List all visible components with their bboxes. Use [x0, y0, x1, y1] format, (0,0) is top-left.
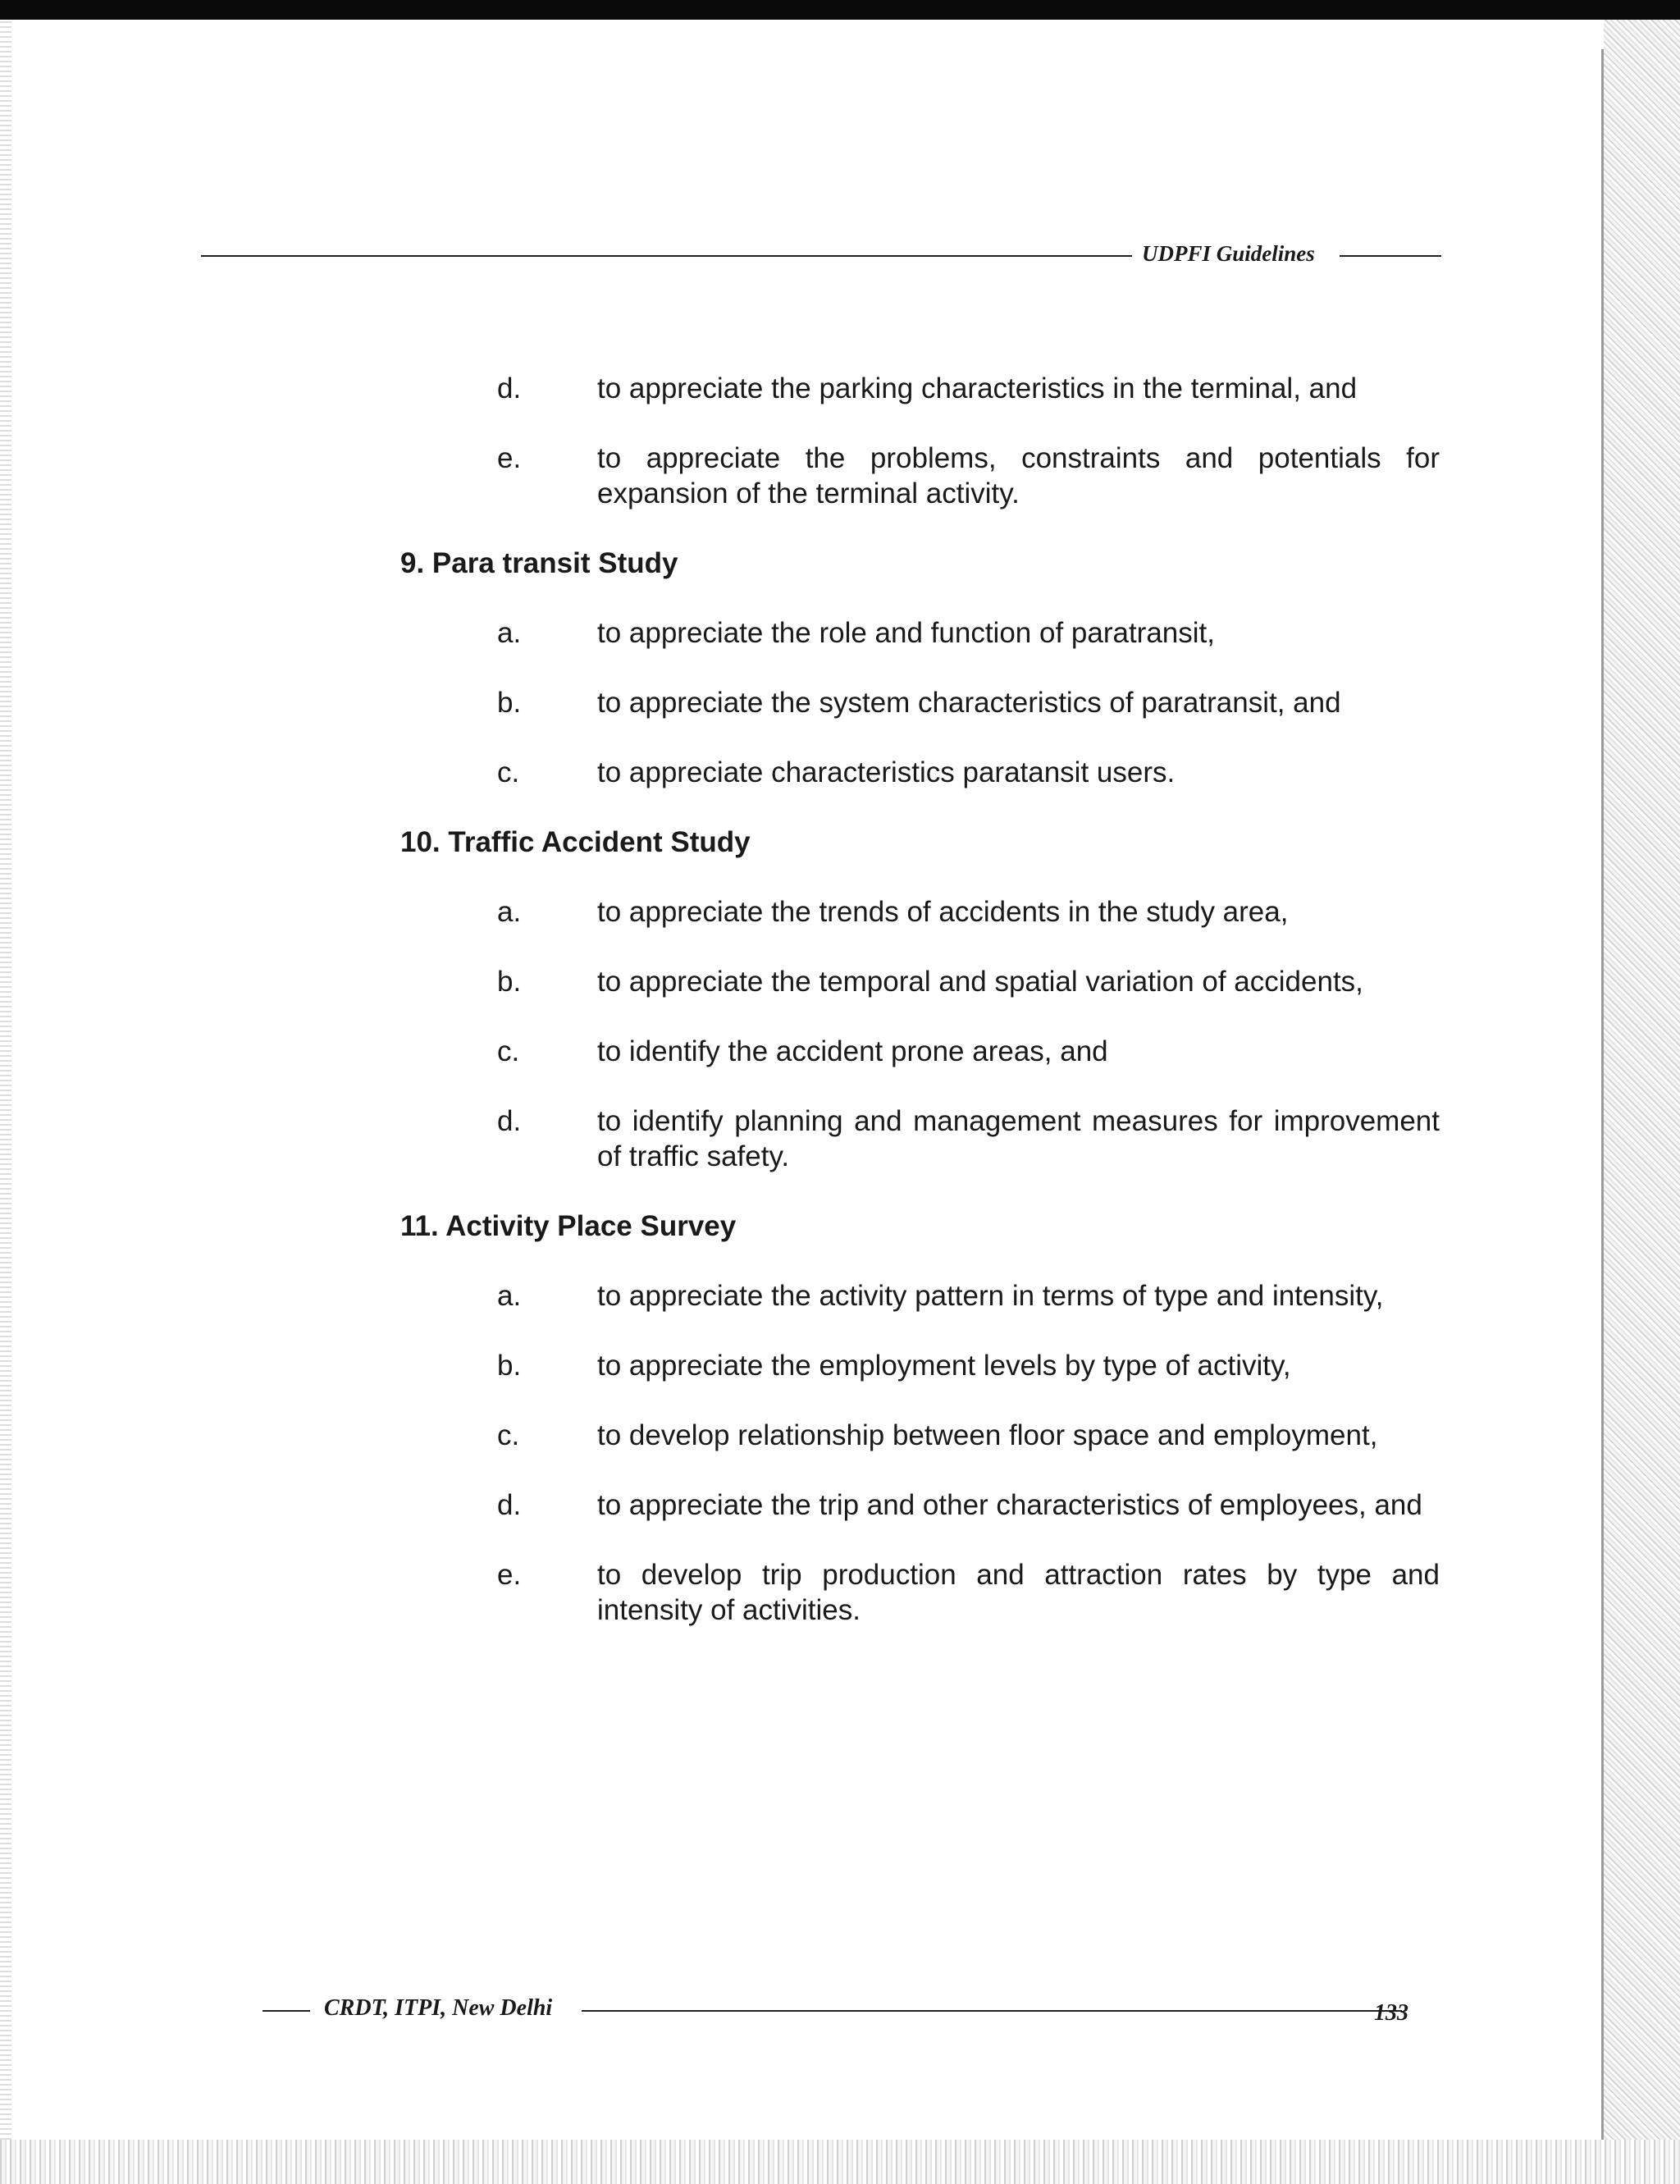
- item-marker: a.: [497, 617, 522, 649]
- header-rule: [201, 255, 1132, 257]
- scan-bottom-edge: [0, 2140, 1680, 2184]
- list-item: [400, 441, 1442, 511]
- section-heading: 11. Activity Place Survey: [400, 1210, 737, 1242]
- running-footer: [262, 1995, 1436, 2033]
- item-text: to appreciate the parking characteristics in the terminal, and: [597, 372, 1358, 404]
- list-item: [400, 1278, 1442, 1314]
- list-item: [400, 1557, 1442, 1628]
- list-item: [400, 894, 1442, 930]
- footer-rule-left: [262, 2010, 310, 2012]
- item-text: to appreciate the system characteristics of paratransit, and: [597, 687, 1341, 719]
- item-text: to appreciate the activity pattern in terms of type and intensity,: [597, 1280, 1384, 1312]
- list-para-transit: [400, 615, 1442, 790]
- header-rule-right: [1340, 255, 1441, 257]
- list-item: [400, 1487, 1442, 1523]
- item-text: to appreciate the role and function of paratransit,: [597, 617, 1215, 649]
- list-item: [400, 371, 1442, 406]
- footer-text: CRDT, ITPI, New Delhi: [324, 1995, 553, 2021]
- page-number: 133: [1374, 2000, 1408, 2026]
- item-text: to appreciate the temporal and spatial variation of accidents,: [597, 966, 1363, 998]
- scan-left-edge: [0, 20, 11, 2169]
- section-heading: 10. Traffic Accident Study: [400, 826, 751, 858]
- item-marker: b.: [497, 687, 522, 719]
- list-item: [400, 1418, 1442, 1453]
- list-item: [400, 1034, 1442, 1069]
- item-marker: c.: [497, 1419, 520, 1451]
- item-marker: b.: [497, 1350, 522, 1382]
- list-item: [400, 1103, 1442, 1174]
- list-continued: [400, 371, 1442, 511]
- item-marker: d.: [497, 372, 522, 404]
- item-marker: d.: [497, 1105, 522, 1137]
- item-marker: c.: [497, 1035, 520, 1067]
- list-activity-place: [400, 1278, 1442, 1628]
- running-header: [201, 240, 1441, 272]
- footer-rule-right: [582, 2010, 1402, 2012]
- item-marker: d.: [497, 1489, 522, 1521]
- list-item: [400, 755, 1442, 790]
- page-body: [400, 371, 1442, 1662]
- item-marker: b.: [497, 966, 522, 998]
- section-heading: 9. Para transit Study: [400, 547, 678, 579]
- item-text: to appreciate the trends of accidents in the study area,: [597, 896, 1289, 928]
- scan-right-edge: [1604, 20, 1680, 2177]
- scan-top-border: [0, 0, 1680, 20]
- item-marker: a.: [497, 1280, 522, 1312]
- item-text: to identify planning and management measures for improvement of traffic safety.: [597, 1105, 1440, 1172]
- item-text: to appreciate the employment levels by type of activity,: [597, 1350, 1291, 1382]
- item-text: to develop relationship between floor space and employment,: [597, 1419, 1378, 1451]
- item-text: to appreciate the trip and other characteristics of employees, and: [597, 1489, 1422, 1521]
- list-traffic-accident: [400, 894, 1442, 1174]
- item-text: to appreciate the problems, constraints and potentials for expansion of the terminal activity.: [597, 442, 1440, 509]
- list-item: [400, 685, 1442, 720]
- list-item: [400, 964, 1442, 999]
- item-marker: e.: [497, 442, 522, 474]
- item-marker: a.: [497, 896, 522, 928]
- list-item: [400, 615, 1442, 651]
- list-item: [400, 1348, 1442, 1383]
- page-edge-line: [1601, 49, 1604, 2150]
- header-title: UDPFI Guidelines: [1142, 241, 1315, 266]
- item-marker: e.: [497, 1559, 522, 1591]
- item-text: to develop trip production and attraction rates by type and intensity of activities.: [597, 1559, 1440, 1626]
- item-marker: c.: [497, 756, 520, 788]
- item-text: to appreciate characteristics paratansit users.: [597, 756, 1176, 788]
- item-text: to identify the accident prone areas, and: [597, 1035, 1108, 1067]
